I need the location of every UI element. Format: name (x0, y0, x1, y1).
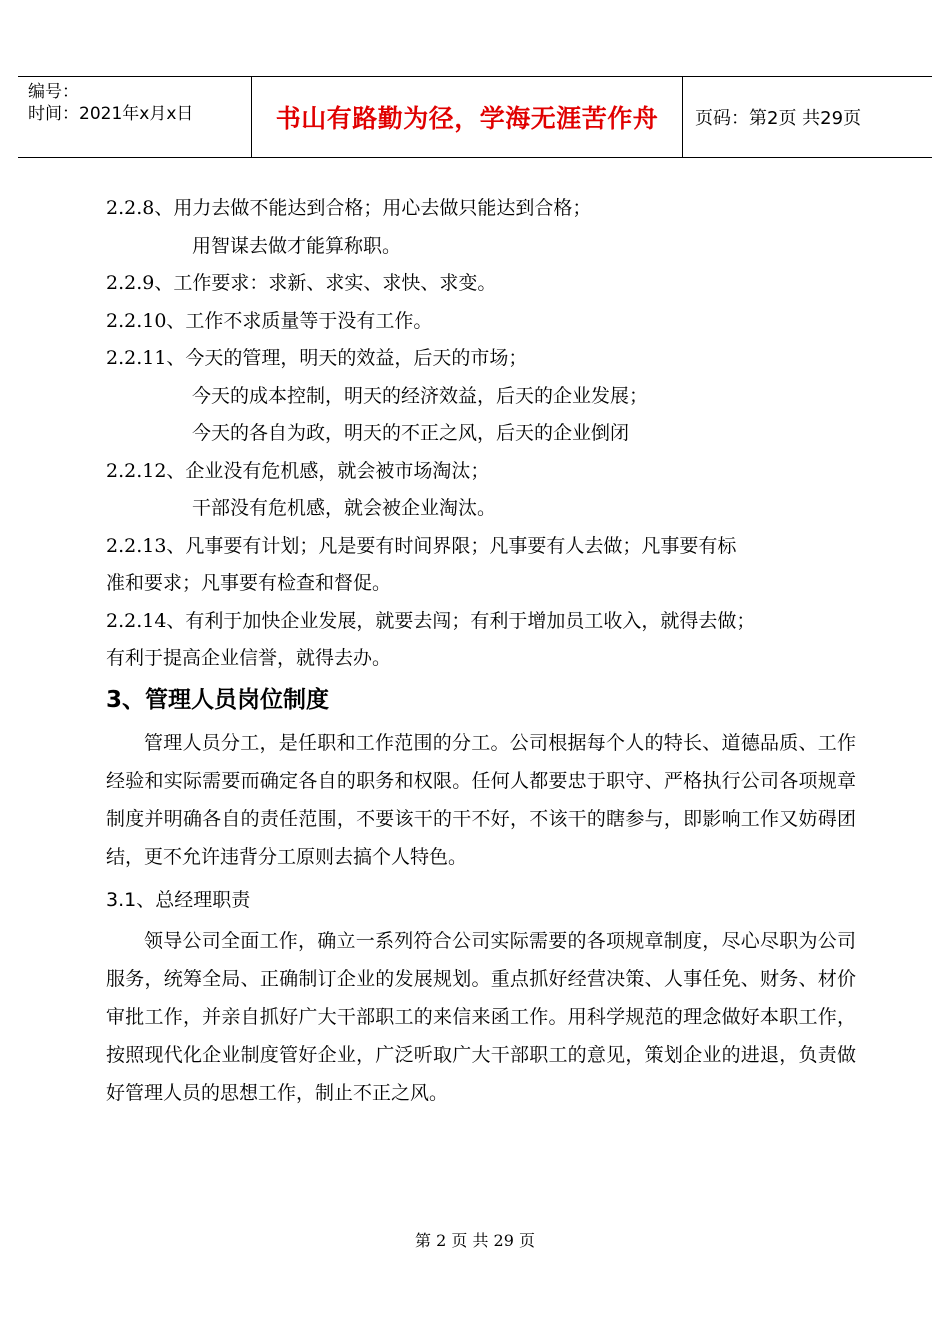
document-body (106, 190, 856, 1112)
rule-line: 2.2.8、用力去做不能达到合格；用心去做只能达到合格； (106, 197, 592, 219)
header-meta (18, 77, 252, 157)
page-header (18, 76, 932, 158)
rule-line: 干部没有危机感，就会被企业淘汰。 (192, 497, 497, 519)
header-page-info: 页码：第2页 共29页 (695, 108, 862, 129)
subsection-paragraph: 领导公司全面工作，确立一系列符合公司实际需要的各项规章制度，尽心尽职为公司服务，统筹全局、正确制订企业的发展规划。重点抓好经营决策、人事任免、财务、材价审批工作，并亲自抓好广大干部职工的来信来函工作。用科学规范的理念做好本职工作，按照现代化企业制度管好企业，广泛听取广大干部职工的意见，策划企业的进退，负责做好管理人员的思想工作，制止不正之风。 (106, 929, 856, 1104)
document-date: 时间：2021年x月x日 (28, 104, 194, 124)
header-motto: 书山有路勤为径，学海无涯苦作舟 (252, 77, 683, 157)
subsection-heading: 3.1、总经理职责 (106, 888, 251, 911)
rule-line: 2.2.11、今天的管理，明天的效益，后天的市场； (106, 347, 528, 369)
rule-line: 用智谋去做才能算称职。 (192, 234, 402, 257)
rule-line: 2.2.9、工作要求：求新、求实、求快、求变。 (106, 272, 497, 294)
section-heading: 3、管理人员岗位制度 (106, 686, 330, 713)
section-paragraph: 管理人员分工，是任职和工作范围的分工。公司根据每个人的特长、道德品质、工作经验和实际需要而确定各自的职务和权限。任何人都要忠于职守、严格执行公司各项规章制度并明确各自的责任范围，不要该干的干不好，不该干的瞎参与，即影响工作又妨碍团结，更不允许违背分工原则去搞个人特色。 (106, 731, 856, 868)
rule-line: 有利于提高企业信誉，就得去办。 (106, 647, 392, 669)
rule-line: 2.2.12、企业没有危机感，就会被市场淘汰； (106, 459, 490, 482)
rule-line: 2.2.13、凡事要有计划；凡是要有时间界限；凡事要有人去做；凡事要有标 (106, 534, 737, 557)
rule-line: 今天的成本控制，明天的经济效益，后天的企业发展； (192, 384, 649, 407)
page-footer: 第 2 页 共 29 页 (415, 1231, 535, 1250)
rule-line: 今天的各自为政，明天的不正之风，后天的企业倒闭 (192, 422, 630, 444)
rule-line: 2.2.14、有利于加快企业发展，就要去闯；有利于增加员工收入，就得去做； (106, 609, 756, 632)
rule-list (106, 190, 856, 678)
rule-line: 2.2.10、工作不求质量等于没有工作。 (106, 309, 433, 332)
rule-line: 准和要求；凡事要有检查和督促。 (106, 572, 392, 594)
document-number-label: 编号： (28, 82, 79, 102)
